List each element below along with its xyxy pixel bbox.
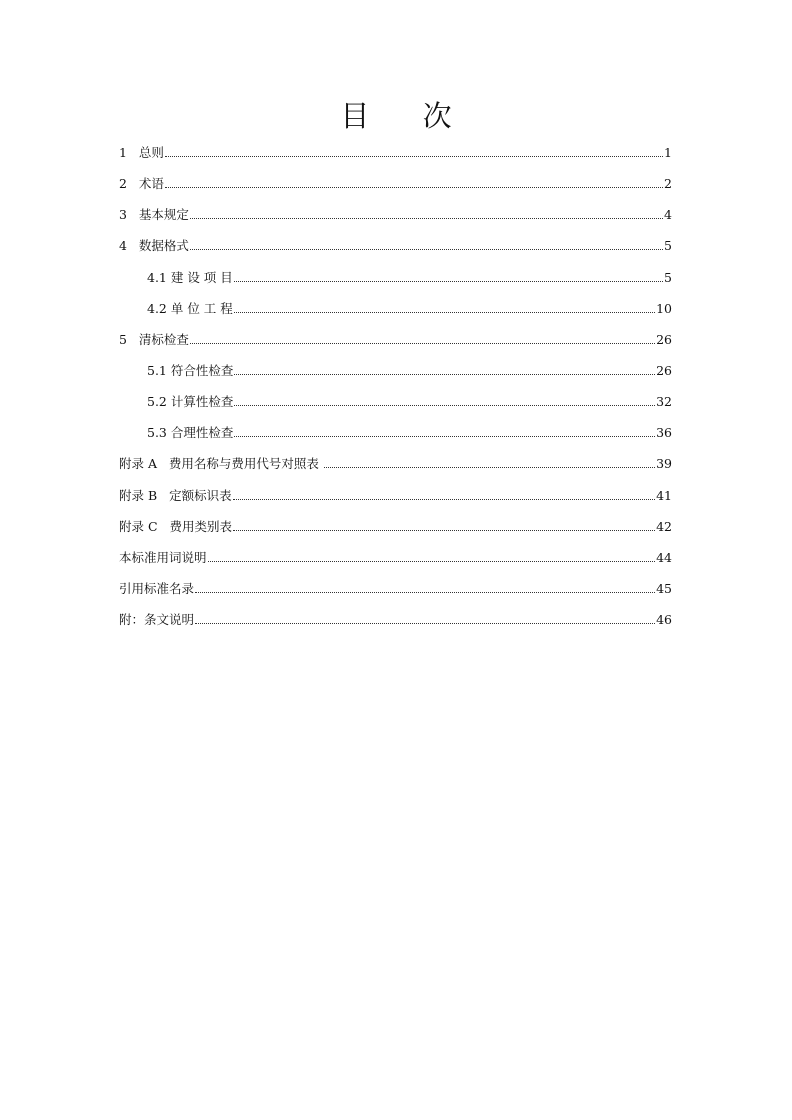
toc-dot-leader bbox=[234, 436, 655, 437]
toc-entry-number: 附录 A bbox=[119, 456, 169, 472]
toc-dot-leader bbox=[165, 187, 663, 188]
toc-entry-title: 清标检查 bbox=[138, 331, 189, 347]
toc-entry-page: 26 bbox=[656, 331, 672, 347]
toc-entry-page: 32 bbox=[656, 394, 672, 410]
toc-entry[interactable] bbox=[119, 142, 672, 173]
toc-subentry[interactable] bbox=[119, 267, 672, 298]
toc-subentry[interactable] bbox=[119, 391, 672, 422]
toc-entry-page: 39 bbox=[656, 456, 672, 472]
toc-entry-number: 4.2 bbox=[147, 300, 171, 316]
toc-entry-number: 5.2 bbox=[147, 394, 171, 410]
toc-entry-number: 5.3 bbox=[147, 425, 171, 441]
toc-dot-leader bbox=[324, 467, 655, 468]
toc-entry-number: 1 bbox=[119, 145, 139, 160]
toc-entry-number: 2 bbox=[119, 176, 139, 192]
toc-entry-page: 4 bbox=[664, 207, 672, 223]
toc-entry-title: 符合性检查 bbox=[170, 362, 234, 378]
toc-entry[interactable] bbox=[119, 578, 672, 609]
toc-dot-leader bbox=[195, 592, 655, 593]
toc-entry[interactable] bbox=[119, 516, 672, 547]
table-of-contents bbox=[119, 142, 672, 640]
toc-dot-leader bbox=[208, 561, 656, 562]
toc-dot-leader bbox=[195, 623, 655, 624]
toc-entry-page: 5 bbox=[664, 238, 672, 254]
toc-dot-leader bbox=[233, 499, 655, 500]
toc-entry-number: 3 bbox=[119, 207, 139, 223]
toc-entry-title: 总则 bbox=[138, 145, 164, 160]
toc-entry-title: 引用标准名录 bbox=[119, 580, 195, 596]
toc-entry-page: 45 bbox=[656, 580, 672, 596]
toc-entry-title: 附：条文说明 bbox=[119, 612, 195, 628]
toc-entry[interactable] bbox=[119, 547, 672, 578]
toc-entry-page: 36 bbox=[656, 425, 672, 441]
toc-entry-title: 数据格式 bbox=[138, 238, 189, 254]
toc-dot-leader bbox=[233, 530, 655, 531]
toc-entry-page: 42 bbox=[656, 518, 672, 534]
toc-entry[interactable] bbox=[119, 609, 672, 640]
toc-entry-title: 本标准用词说明 bbox=[119, 549, 207, 565]
toc-dot-leader bbox=[234, 374, 655, 375]
toc-entry-number: 5.1 bbox=[147, 362, 171, 378]
toc-entry-number: 附录 C bbox=[119, 518, 170, 534]
toc-entry-page: 5 bbox=[664, 269, 672, 285]
toc-entry[interactable] bbox=[119, 485, 672, 516]
toc-dot-leader bbox=[234, 312, 655, 313]
toc-entry-title: 费用名称与费用代号对照表 bbox=[168, 456, 323, 472]
toc-dot-leader bbox=[190, 249, 663, 250]
toc-entry-page: 1 bbox=[664, 145, 672, 160]
toc-entry[interactable] bbox=[119, 453, 672, 484]
toc-dot-leader bbox=[190, 343, 655, 344]
toc-dot-leader bbox=[190, 218, 663, 219]
toc-entry-title: 术语 bbox=[138, 176, 164, 192]
toc-entry-page: 26 bbox=[656, 362, 672, 378]
toc-entry[interactable] bbox=[119, 173, 672, 204]
toc-entry-title: 费用类别表 bbox=[169, 518, 232, 534]
toc-entry[interactable] bbox=[119, 204, 672, 235]
page-title: 目 次 bbox=[340, 99, 474, 133]
toc-entry-page: 2 bbox=[664, 176, 672, 192]
toc-entry-title: 计算性检查 bbox=[170, 394, 234, 410]
toc-entry[interactable] bbox=[119, 329, 672, 360]
toc-entry-number: 5 bbox=[119, 331, 139, 347]
toc-entry-page: 46 bbox=[656, 612, 672, 628]
toc-subentry[interactable] bbox=[119, 298, 672, 329]
toc-entry-number: 附录 B bbox=[119, 487, 170, 503]
toc-entry-page: 44 bbox=[656, 549, 672, 565]
toc-entry-title: 建 设 项 目 bbox=[170, 269, 233, 285]
toc-subentry[interactable] bbox=[119, 360, 672, 391]
toc-entry-title: 定额标识表 bbox=[169, 487, 232, 503]
toc-entry[interactable] bbox=[119, 235, 672, 266]
toc-entry-number: 4 bbox=[119, 238, 139, 254]
toc-dot-leader bbox=[165, 156, 663, 157]
toc-entry-page: 41 bbox=[656, 487, 672, 503]
toc-entry-title: 基本规定 bbox=[138, 207, 189, 223]
toc-entry-title: 合理性检查 bbox=[170, 425, 234, 441]
toc-entry-number: 4.1 bbox=[147, 269, 171, 285]
toc-entry-page: 10 bbox=[656, 300, 672, 316]
toc-entry-title: 单 位 工 程 bbox=[170, 300, 233, 316]
toc-dot-leader bbox=[234, 281, 663, 282]
toc-subentry[interactable] bbox=[119, 422, 672, 453]
toc-dot-leader bbox=[234, 405, 655, 406]
